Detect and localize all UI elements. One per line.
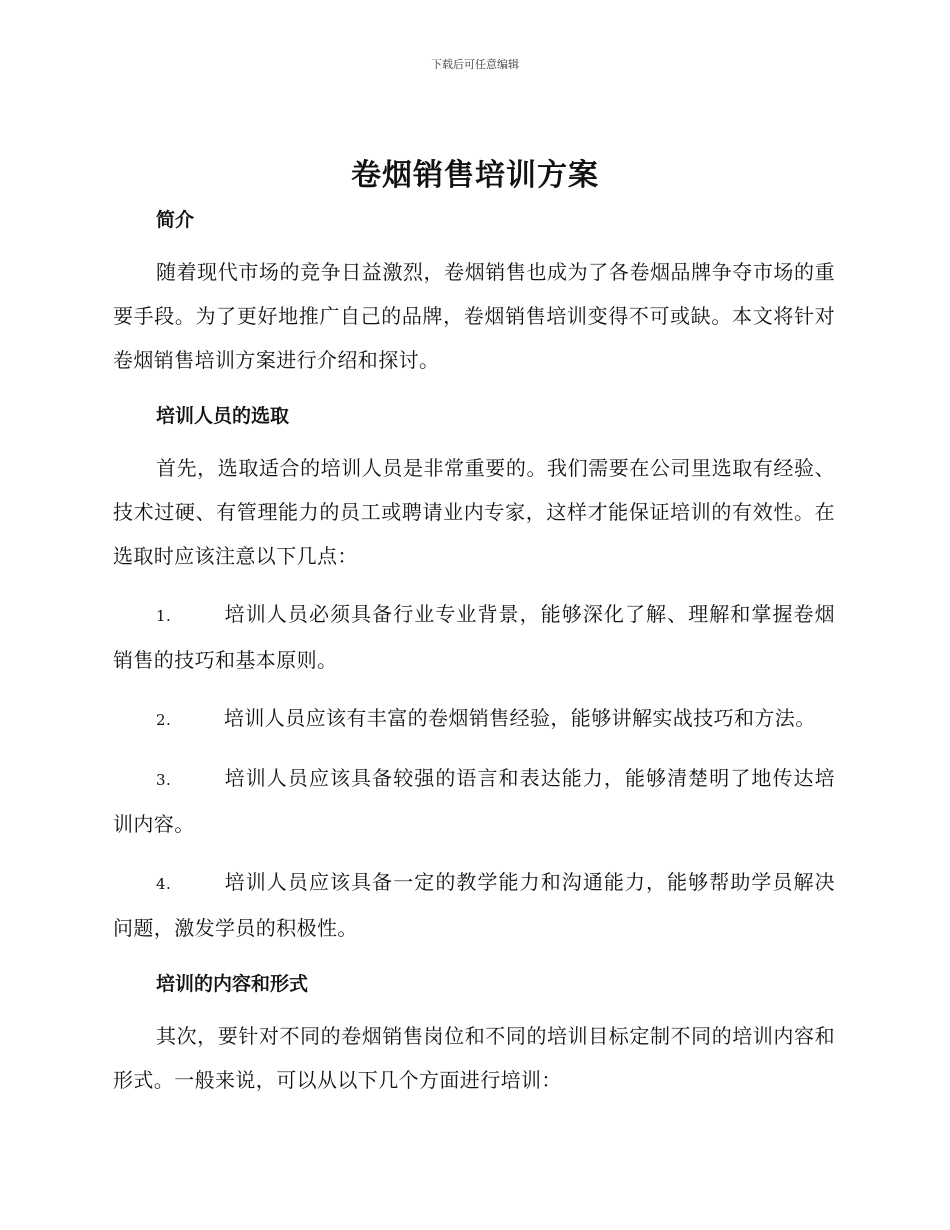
page-header-note: 下载后可任意编辑: [431, 58, 519, 71]
document-title: 卷烟销售培训方案: [351, 158, 599, 193]
list-item-text: 培训人员应该具备较强的语言和表达能力，能够清楚明了地传达培训内容。: [113, 766, 835, 836]
section-heading-content-and-format: 培训的内容和形式: [156, 973, 309, 995]
list-item-text: 培训人员应该具备一定的教学能力和沟通能力，能够帮助学员解决问题，激发学员的积极性。: [113, 870, 835, 940]
section-heading-intro: 简介: [156, 209, 195, 231]
section-heading-trainer-selection: 培训人员的选取: [156, 405, 290, 427]
intro-paragraph: 随着现代市场的竞争日益激烈，卷烟销售也成为了各卷烟品牌争夺市场的重要手段。为了更好地推广自己的品牌，卷烟销售培训变得不可或缺。本文将针对卷烟销售培训方案进行介绍和探讨。: [113, 260, 835, 372]
list-item-number: 4.: [156, 875, 172, 893]
content-format-paragraph: 其次，要针对不同的卷烟销售岗位和不同的培训目标定制不同的培训内容和形式。一般来说，可以从以下几个方面进行培训：: [113, 1024, 835, 1092]
list-item-text: 培训人员必须具备行业专业背景，能够深化了解、理解和掌握卷烟销售的技巧和基本原则。: [113, 602, 835, 672]
list-item: [113, 696, 835, 742]
list-item-text: 培训人员应该有丰富的卷烟销售经验，能够讲解实战技巧和方法。: [224, 706, 816, 730]
trainer-selection-paragraph: 首先，选取适合的培训人员是非常重要的。我们需要在公司里选取有经验、技术过硬、有管理能力的员工或聘请业内专家，这样才能保证培训的有效性。在选取时应该注意以下几点：: [113, 456, 835, 568]
list-item-number: 1.: [156, 607, 172, 625]
list-item-number: 2.: [156, 711, 172, 729]
list-item: [113, 756, 835, 846]
list-item: [113, 860, 835, 950]
document-body: [113, 200, 835, 1102]
list-item: [113, 592, 835, 682]
list-item-number: 3.: [156, 771, 172, 789]
